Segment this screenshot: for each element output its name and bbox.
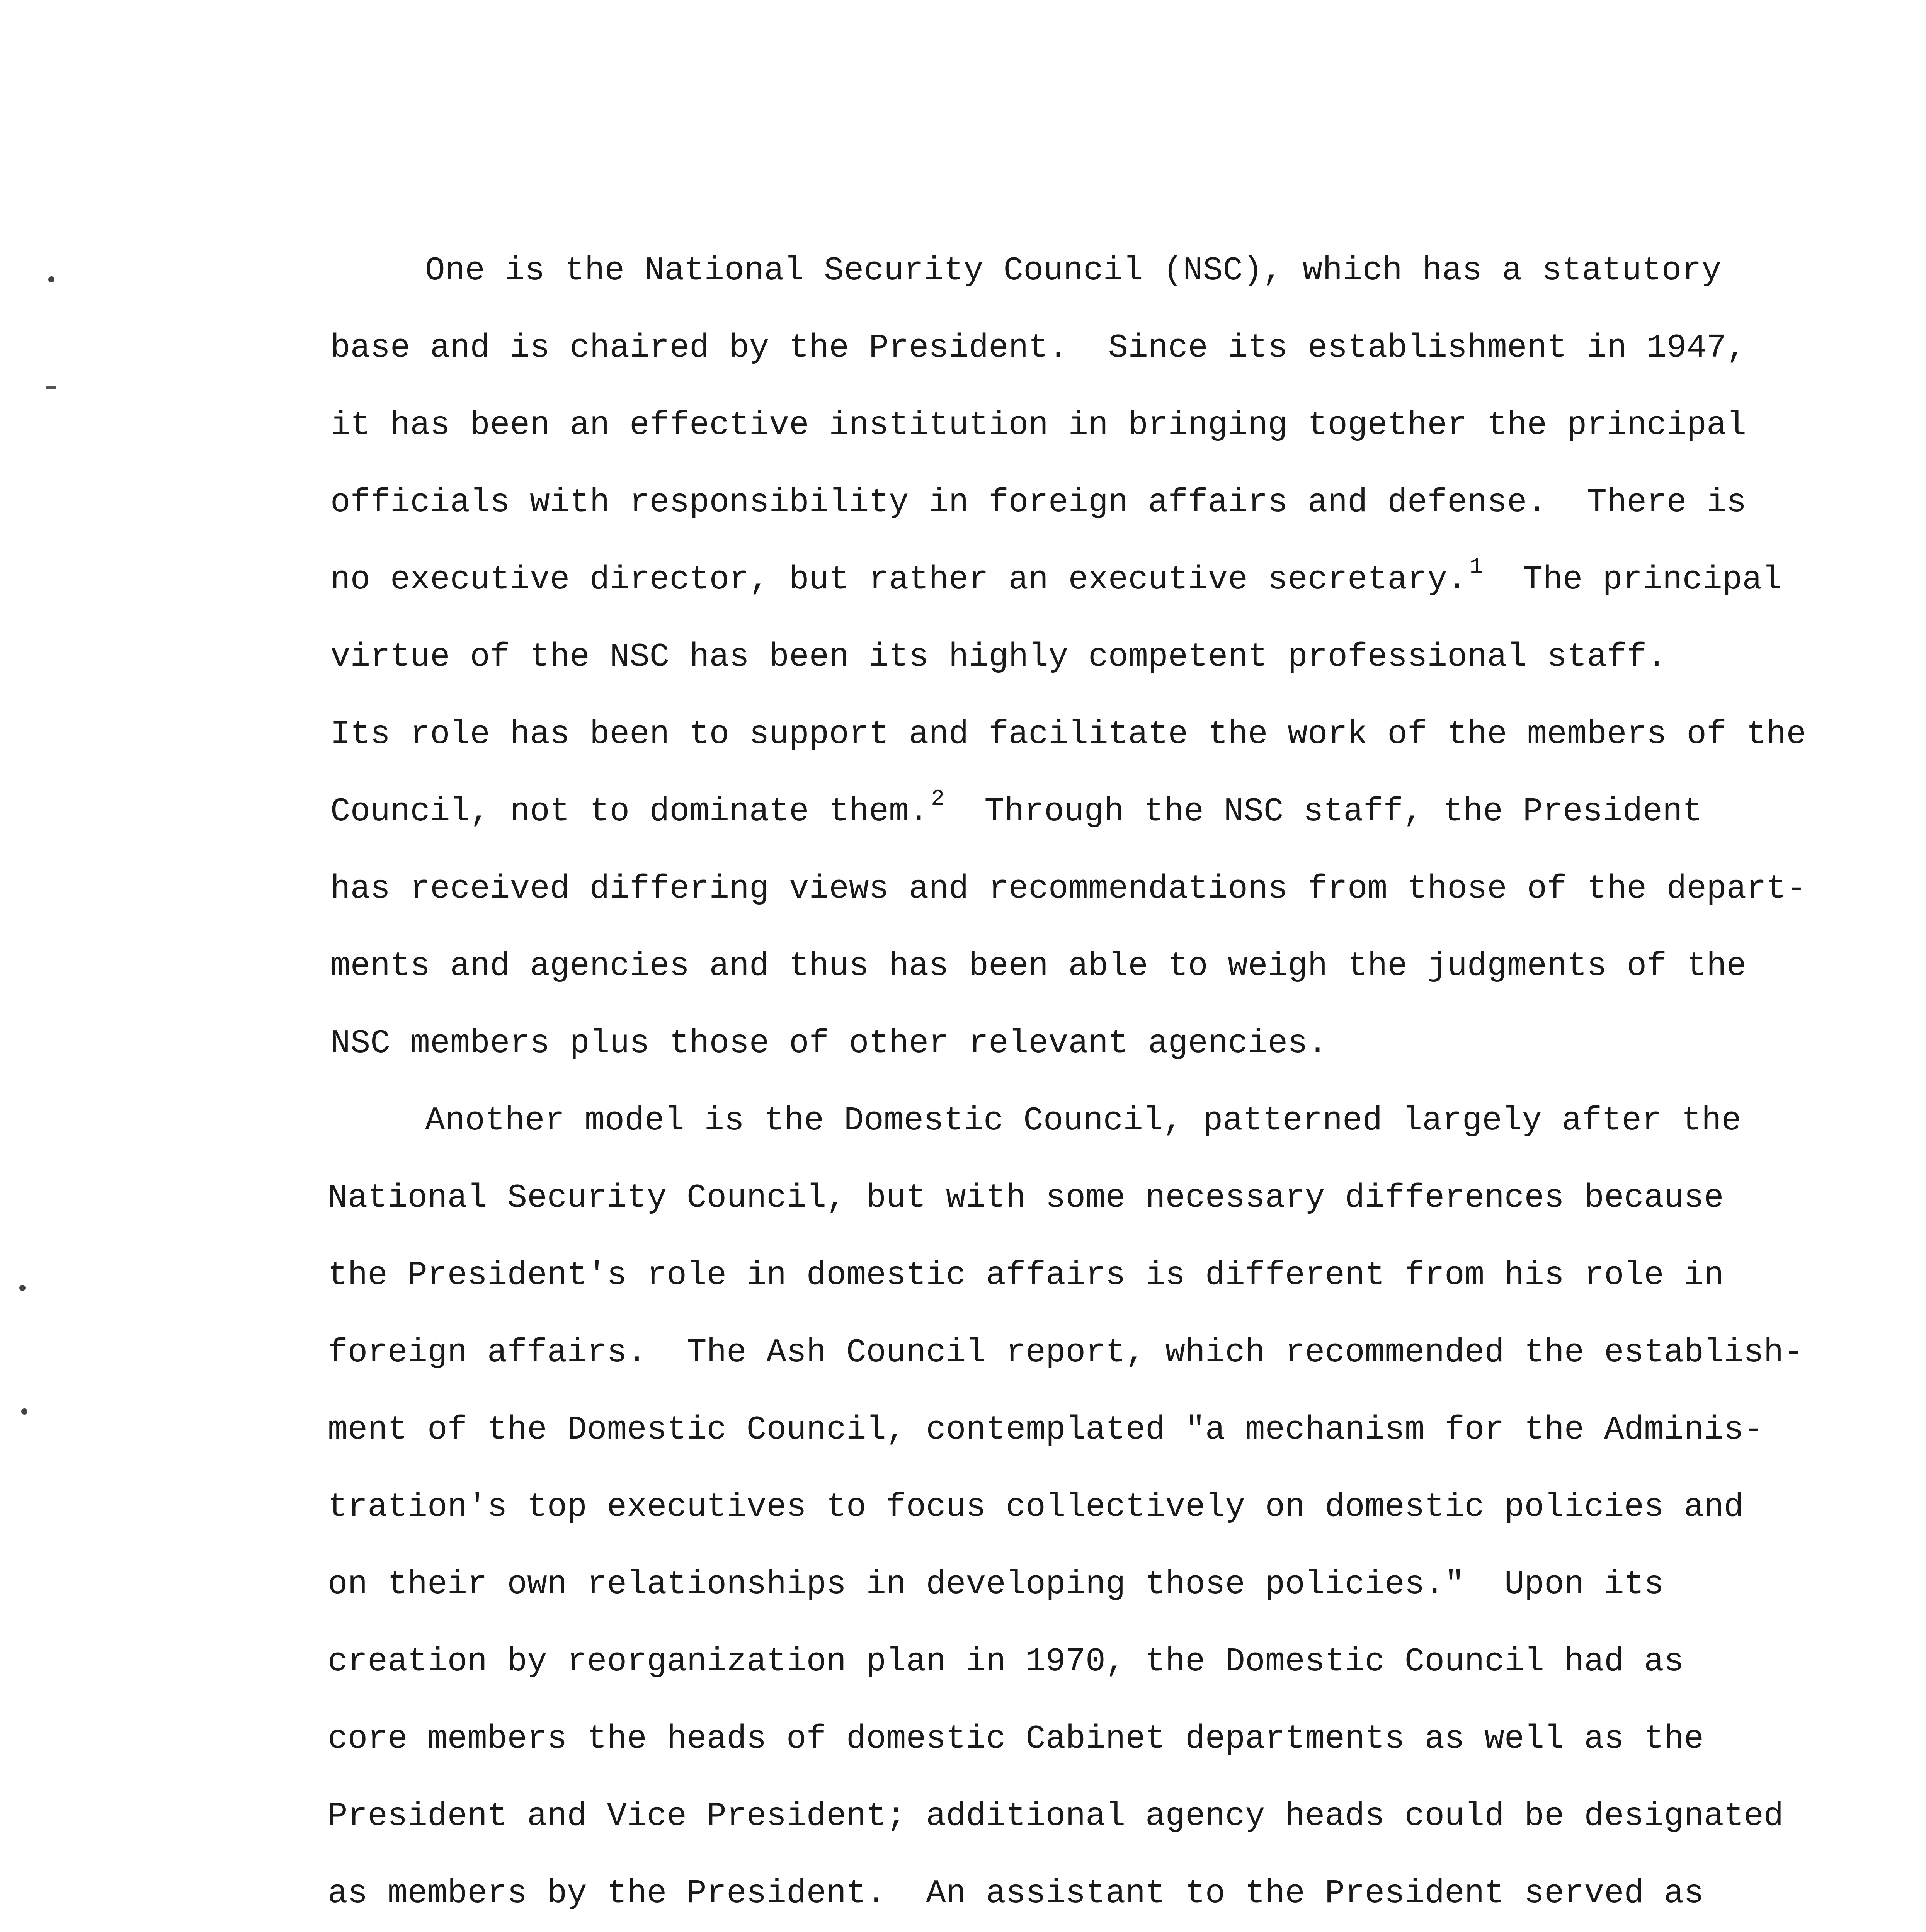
paragraph-line: it has been an effective institution in bringing together the principal xyxy=(330,406,1747,444)
scan-speck xyxy=(48,276,54,282)
paragraph-line: on their own relationships in developing those policies." Upon its xyxy=(328,1565,1664,1603)
paragraph-line: Its role has been to support and facilitate the work of the members of the xyxy=(330,715,1807,753)
paragraph-line: ments and agencies and thus has been able to weigh the judgments of the xyxy=(330,947,1747,985)
paragraph-line xyxy=(330,555,1782,602)
paragraph-line: tration's top executives to focus collectively on domestic policies and xyxy=(328,1488,1744,1526)
paragraph-line: virtue of the NSC has been its highly competent professional staff. xyxy=(330,638,1667,676)
paragraph-line xyxy=(330,787,1703,834)
scan-speck xyxy=(21,1408,27,1415)
footnote-ref-2: 2 xyxy=(931,787,945,812)
line-text: no executive director, but rather an executive secretary. xyxy=(330,561,1467,599)
paragraph-line: has received differing views and recommendations from those of the depart- xyxy=(330,870,1807,908)
paragraph-line: the President's role in domestic affairs is different from his role in xyxy=(328,1256,1724,1294)
paragraph-line: Another model is the Domestic Council, patterned largely after the xyxy=(425,1102,1742,1139)
scan-speck xyxy=(19,1285,26,1291)
paragraph-line: President and Vice President; additional agency heads could be designated xyxy=(328,1797,1784,1835)
line-text: Through the NSC staff, the President xyxy=(984,793,1703,830)
paragraph-line: foreign affairs. The Ash Council report, which recommended the establish- xyxy=(328,1333,1804,1371)
line-text: The principal xyxy=(1523,561,1782,599)
paragraph-line: One is the National Security Council (NSC), which has a statutory xyxy=(425,252,1722,289)
paragraph-line: creation by reorganization plan in 1970, the Domestic Council had as xyxy=(328,1643,1684,1680)
paragraph-line: base and is chaired by the President. Since its establishment in 1947, xyxy=(330,329,1747,367)
paragraph-line: NSC members plus those of other relevant agencies. xyxy=(330,1024,1328,1062)
footnote-ref-1: 1 xyxy=(1469,555,1483,580)
paragraph-line: National Security Council, but with some necessary differences because xyxy=(328,1179,1724,1217)
paragraph-line: officials with responsibility in foreign affairs and defense. There is xyxy=(330,483,1747,521)
paragraph-line: as members by the President. An assistant to the President served as xyxy=(328,1874,1704,1912)
paragraph-line: core members the heads of domestic Cabinet departments as well as the xyxy=(328,1720,1704,1758)
scan-speck xyxy=(46,386,56,389)
line-text: Council, not to dominate them. xyxy=(330,793,929,830)
paragraph-line: ment of the Domestic Council, contemplated "a mechanism for the Adminis- xyxy=(328,1411,1764,1449)
